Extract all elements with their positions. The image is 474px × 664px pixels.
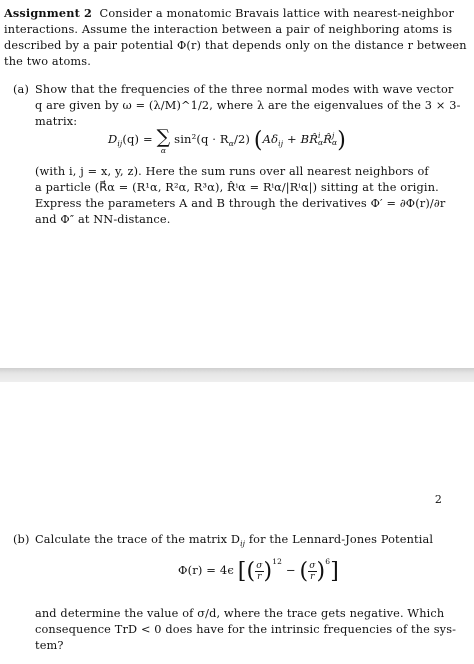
part-a-line-3: matrix: — [35, 115, 78, 128]
part-b-sub: ij — [240, 539, 246, 548]
eq-lhs-sub: ij — [117, 139, 123, 148]
eq-sine-sub: α — [228, 139, 234, 148]
part-b-line-4: tem? — [35, 639, 64, 652]
part-a-after-line-1: (with i, j = x, y, z). Here the sum runs over all nearest neighbors of — [35, 165, 429, 178]
page-separator — [0, 368, 474, 382]
eq-r2-sup: j — [332, 131, 335, 140]
intro-line-3: described by a pair potential Φ(r) that depends only on the distance r between — [4, 39, 467, 52]
intro-text: Consider a monatomic Bravais lattice with nearest-neighbor — [99, 7, 455, 20]
eq-r1-sub: α — [318, 138, 324, 147]
lj-bracket-open: [ — [237, 559, 247, 584]
eq-paren-left: ( — [253, 128, 263, 153]
eq-r1: R̂ — [309, 132, 318, 146]
lj-exp-6: 6 — [325, 557, 331, 566]
eq-paren-right: ) — [337, 128, 346, 153]
part-a-after-line-3: Express the parameters A and B through the derivatives Φ′ = ∂Φ(r)/∂r — [35, 197, 446, 210]
lennard-jones-equation — [178, 554, 339, 583]
intro-line-1 — [4, 6, 454, 22]
lj-lhs: Φ(r) = 4ϵ — [178, 563, 234, 577]
sum-index: α — [160, 146, 167, 155]
lj-bracket-close: ] — [330, 559, 339, 584]
eq-lhs-arg: (q) = — [122, 132, 153, 146]
sigma-over-r-1 — [255, 561, 263, 582]
lj-paren-open-1: ( — [246, 559, 256, 584]
part-a-line-1: Show that the frequencies of the three normal modes with wave vector — [35, 83, 454, 96]
eq-b-term: + B — [283, 132, 310, 146]
frac-den-2: r — [310, 571, 315, 582]
part-a-after-line-2: a particle (R⃗α = (R¹α, R²α, R³α), R̂ⁱα = Rⁱα/|Rⁱα|) sitting at the origin. — [35, 181, 439, 194]
eq-lhs: D — [108, 132, 118, 146]
page-number: 2 — [434, 493, 442, 506]
part-a-label: (a) — [13, 83, 29, 96]
lj-paren-close-2: ) — [316, 559, 326, 584]
sum-symbol-group — [157, 128, 171, 155]
part-b-text: Calculate the trace of the matrix D — [35, 533, 241, 546]
part-b-line-2: and determine the value of σ/d, where the trace gets negative. Which — [35, 607, 445, 620]
page-2 — [0, 382, 474, 664]
eq-delta-sub: ij — [278, 139, 284, 148]
eq-sine-end: /2) — [233, 132, 251, 146]
frac-num-2: σ — [309, 560, 316, 571]
lj-minus: − — [282, 563, 300, 577]
intro-line-2: interactions. Assume the interaction between a pair of neighboring atoms is — [4, 23, 453, 36]
part-a-line-2: q are given by ω = (λ/M)^1/2, where λ are the eigenvalues of the 3 × 3- — [35, 99, 461, 112]
part-b-label: (b) — [13, 533, 30, 546]
eq-sine-term: sin²(q · R — [174, 132, 229, 146]
frac-num-1: σ — [256, 560, 263, 571]
part-b-line-1 — [35, 532, 433, 552]
frac-den-1: r — [257, 571, 262, 582]
assignment-heading: Assignment 2 — [4, 6, 93, 20]
dynamical-matrix-equation — [108, 128, 346, 155]
sum-symbol: ∑ — [156, 126, 171, 148]
lj-paren-close-1: ) — [263, 559, 273, 584]
lj-paren-open-2: ( — [299, 559, 309, 584]
eq-r2: R̂ — [323, 132, 333, 146]
eq-a-delta: Aδ — [262, 132, 279, 146]
eq-r2-sub: α — [332, 138, 338, 147]
eq-r1-sup: i — [318, 131, 321, 140]
part-b-line-3: consequence TrD < 0 does have for the intrinsic frequencies of the sys- — [35, 623, 457, 636]
sigma-over-r-2 — [308, 561, 316, 582]
part-a-after-line-4: and Φ″ at NN-distance. — [35, 213, 171, 226]
intro-line-4: the two atoms. — [4, 55, 91, 68]
lj-exp-12: 12 — [272, 557, 283, 566]
part-b-text-end: for the Lennard-Jones Potential — [245, 533, 434, 546]
